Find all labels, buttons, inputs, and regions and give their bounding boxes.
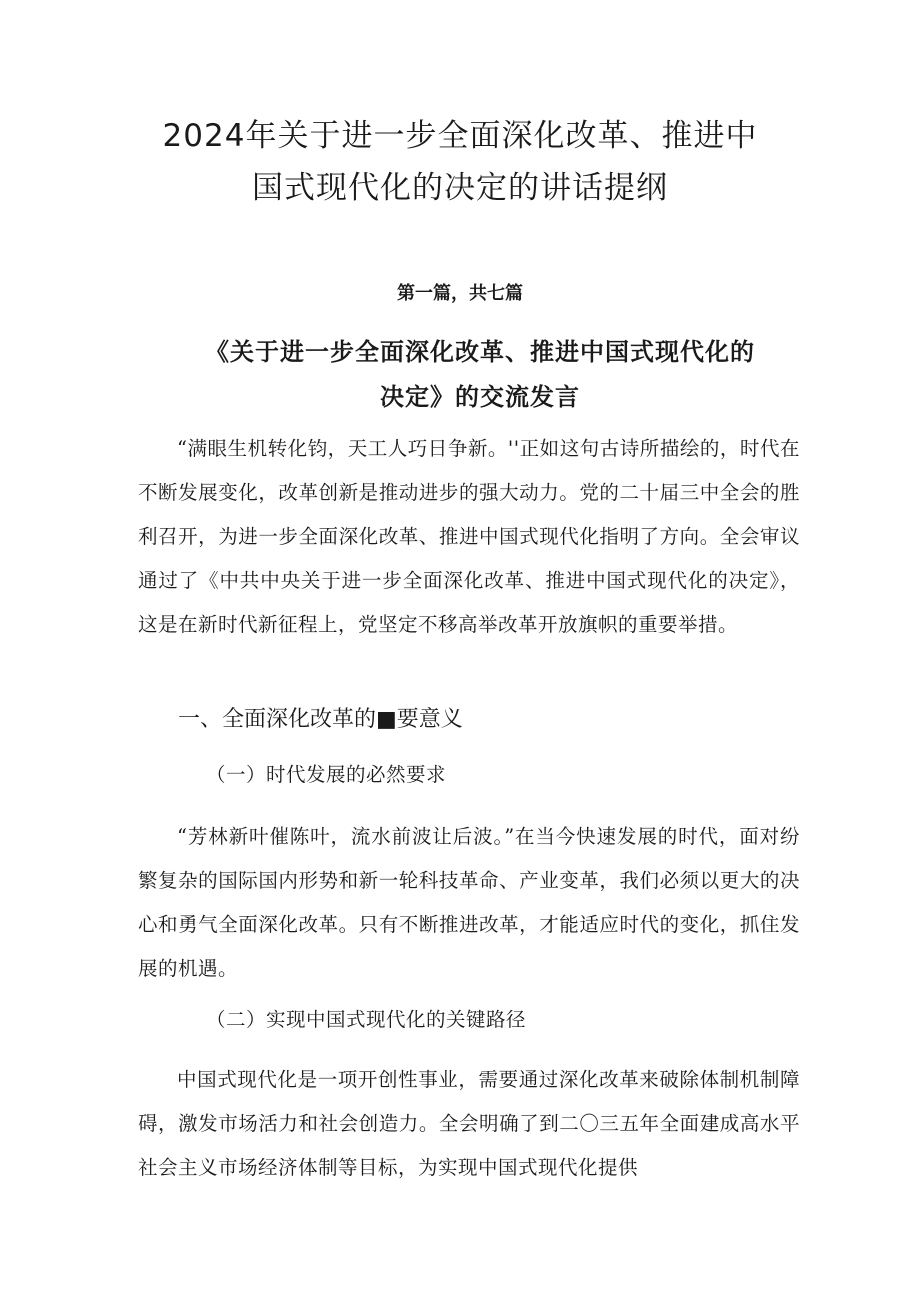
- document-title-line-1: 2024年关于进一步全面深化改革、推进中: [162, 118, 758, 154]
- document-title: [120, 110, 800, 214]
- subsection-1-paragraph: “芳林新叶催陈叶，流水前波让后波。”在当今快速发展的时代，面对纷繁复杂的国际国内形势和新一轮科技革命、产业变革，我们必须以更大的决心和勇气全面深化改革。只有不断推进改革，才能适应时代的变化，抓住发展的机遇。: [138, 825, 800, 980]
- section-1-heading: 一、全面深化改革的■要意义: [178, 707, 463, 732]
- subsection-2-heading: （二）实现中国式现代化的关键路径: [206, 1008, 527, 1031]
- speech-subtitle-line-2: 决定》的交流发言: [380, 382, 580, 411]
- part-label: 第一篇，共七篇: [397, 283, 523, 304]
- speech-subtitle-line-1: 《关于进一步全面深化改革、推进中国式现代化的: [205, 337, 755, 366]
- speech-subtitle: [150, 329, 810, 419]
- subsection-1-heading: （一）时代发展的必然要求: [206, 763, 447, 786]
- intro-paragraph: “满眼生机转化钧，天工人巧日争新。''正如这句古诗所描绘的，时代在不断发展变化，改革创新是推动进步的强大动力。党的二十届三中全会的胜利召开，为进一步全面深化改革、推进中国式现代化指明了方向。全会审议通过了《中共中央关于进一步全面深化改革、推进中国式现代化的决定》，这是在新时代新征程上，党坚定不移高举改革开放旗帜的重要举措。: [138, 437, 800, 636]
- subsection-2-paragraph: 中国式现代化是一项开创性事业，需要通过深化改革来破除体制机制障碍，激发市场活力和社会创造力。全会明确了到二〇三五年全面建成高水平社会主义市场经济体制等目标，为实现中国式现代化提供: [138, 1068, 800, 1179]
- document-title-line-2: 国式现代化的决定的讲话提纲: [252, 170, 668, 206]
